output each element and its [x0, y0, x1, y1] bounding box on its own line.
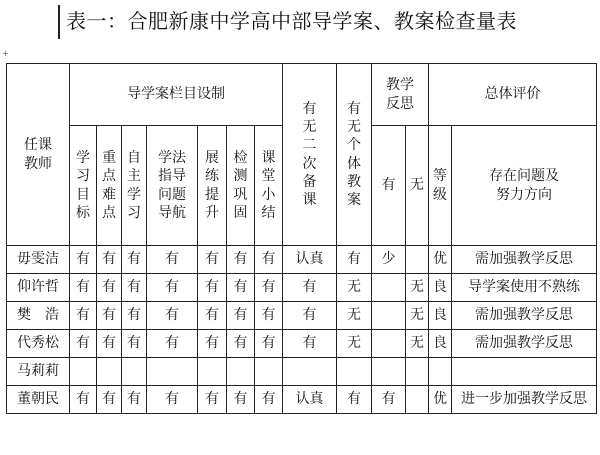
grade-cell	[429, 358, 452, 386]
column-cell: 有	[255, 274, 283, 302]
header-char: 主	[127, 168, 141, 185]
column-cell: 有	[97, 330, 122, 358]
teacher-name: 马莉莉	[7, 358, 70, 386]
header-char: 有	[302, 100, 317, 117]
grade-cell: 优	[429, 386, 452, 414]
column-cell: 有	[97, 274, 122, 302]
header-col-3	[122, 126, 147, 246]
column-cell	[227, 358, 255, 386]
column-cell: 有	[198, 274, 227, 302]
column-cell: 有	[122, 330, 147, 358]
column-cell: 有	[198, 386, 227, 414]
header-char: 学法	[158, 150, 186, 167]
comment-cell: 导学案使用不熟练	[452, 274, 597, 302]
header-char: 反思	[386, 95, 415, 112]
comment-cell	[452, 358, 597, 386]
table-row	[7, 302, 597, 330]
grade-cell: 良	[429, 302, 452, 330]
header-reflection-no: 无	[406, 126, 429, 246]
second-prep-cell: 认真	[283, 386, 337, 414]
header-char: 结	[261, 204, 276, 221]
header-char: 重	[102, 150, 116, 167]
column-cell: 有	[70, 302, 97, 330]
reflection-yes-cell	[372, 274, 406, 302]
reflection-no-cell	[406, 358, 429, 386]
header-char: 次	[302, 155, 317, 172]
second-prep-cell	[283, 358, 337, 386]
column-cell: 有	[97, 246, 122, 274]
header-char: 存在问题及	[489, 168, 560, 185]
column-cell: 有	[198, 302, 227, 330]
grade-cell: 良	[429, 274, 452, 302]
column-cell: 有	[255, 246, 283, 274]
column-cell: 有	[227, 274, 255, 302]
teacher-name: 樊 浩	[7, 302, 70, 330]
teacher-name: 董朝民	[7, 386, 70, 414]
second-prep-cell: 有	[283, 302, 337, 330]
header-char: 级	[433, 186, 448, 203]
header-col-4	[147, 126, 198, 246]
individual-plan-cell: 有	[337, 246, 372, 274]
header-char: 测	[233, 168, 248, 185]
column-cell: 有	[70, 246, 97, 274]
header-char: 备	[302, 173, 317, 190]
teacher-name: 仰许哲	[7, 274, 70, 302]
header-reflection	[372, 64, 429, 126]
grade-cell: 优	[429, 246, 452, 274]
header-col-7	[255, 126, 283, 246]
reflection-yes-cell	[372, 302, 406, 330]
header-char: 目	[76, 186, 90, 203]
title-cursor-bar	[58, 5, 60, 39]
column-cell: 有	[227, 246, 255, 274]
column-cell: 有	[97, 386, 122, 414]
header-char: 展	[205, 150, 219, 167]
header-char: 等	[433, 168, 448, 185]
comment-cell: 需加强教学反思	[452, 330, 597, 358]
header-char: 习	[76, 168, 90, 185]
header-char: 问题	[158, 186, 186, 203]
column-cell	[70, 358, 97, 386]
header-char: 提	[205, 186, 219, 203]
reflection-yes-cell: 少	[372, 246, 406, 274]
header-char: 点	[102, 204, 116, 221]
header-char: 指导	[158, 168, 186, 185]
header-char: 无	[347, 119, 362, 136]
individual-plan-cell: 有	[337, 386, 372, 414]
header-char: 导航	[158, 204, 186, 221]
header-char: 个	[347, 137, 362, 154]
header-issues	[452, 126, 597, 246]
header-char: 固	[233, 204, 248, 221]
column-cell: 有	[70, 330, 97, 358]
second-prep-cell: 有	[283, 274, 337, 302]
column-cell	[255, 358, 283, 386]
header-char: 学	[127, 186, 141, 203]
header-grade	[429, 126, 452, 246]
table-row	[7, 358, 597, 386]
individual-plan-cell	[337, 358, 372, 386]
column-cell: 有	[97, 302, 122, 330]
header-col-2	[97, 126, 122, 246]
second-prep-cell: 认真	[283, 246, 337, 274]
comment-cell: 需加强教学反思	[452, 302, 597, 330]
reflection-yes-cell: 有	[372, 386, 406, 414]
column-cell: 有	[122, 274, 147, 302]
inspection-table	[6, 63, 597, 414]
reflection-yes-cell	[372, 330, 406, 358]
table-row	[7, 330, 597, 358]
column-cell: 有	[227, 386, 255, 414]
column-cell: 有	[147, 330, 198, 358]
header-char: 升	[205, 204, 219, 221]
column-cell	[122, 358, 147, 386]
reflection-no-cell: 无	[406, 330, 429, 358]
column-cell	[97, 358, 122, 386]
second-prep-cell: 有	[283, 330, 337, 358]
column-cell: 有	[122, 246, 147, 274]
header-char: 标	[76, 204, 90, 221]
header-individual-plan	[337, 64, 372, 246]
individual-plan-cell: 无	[337, 302, 372, 330]
header-char: 自	[127, 150, 141, 167]
header-char: 案	[347, 191, 362, 208]
header-char: 体	[347, 155, 362, 172]
header-char: 课	[261, 150, 276, 167]
comment-cell: 进一步加强教学反思	[452, 386, 597, 414]
corner-mark: +	[2, 49, 9, 58]
header-second-prep	[283, 64, 337, 246]
column-cell: 有	[70, 386, 97, 414]
column-cell: 有	[70, 274, 97, 302]
column-cell: 有	[147, 246, 198, 274]
page-title: 表一：合肥新康中学高中部导学案、教案检查量表	[66, 9, 517, 33]
header-char: 教学	[386, 77, 415, 94]
header-char: 检	[233, 150, 248, 167]
header-char: 无	[302, 119, 317, 136]
teacher-name: 代秀松	[7, 330, 70, 358]
column-cell: 有	[227, 302, 255, 330]
header-char: 巩	[233, 186, 248, 203]
header-char: 学	[76, 150, 90, 167]
column-cell: 有	[147, 274, 198, 302]
table-row	[7, 386, 597, 414]
header-col-6	[227, 126, 255, 246]
header-reflection-yes: 有	[372, 126, 406, 246]
header-char: 任课	[24, 137, 52, 154]
header-char: 教师	[24, 155, 52, 172]
header-group: 导学案栏目设制	[70, 64, 283, 126]
header-char: 点	[102, 168, 116, 185]
header-char: 堂	[261, 168, 276, 185]
header-char: 练	[205, 168, 219, 185]
table-row	[7, 274, 597, 302]
column-cell	[198, 358, 227, 386]
header-char: 教	[347, 173, 362, 190]
column-cell	[147, 358, 198, 386]
grade-cell: 良	[429, 330, 452, 358]
header-overall: 总体评价	[429, 64, 597, 126]
header-char: 小	[261, 186, 276, 203]
reflection-no-cell: 无	[406, 302, 429, 330]
header-col-1	[70, 126, 97, 246]
header-char: 习	[127, 204, 141, 221]
column-cell: 有	[255, 302, 283, 330]
header-col-5	[198, 126, 227, 246]
column-cell: 有	[198, 330, 227, 358]
header-teacher	[7, 64, 70, 246]
column-cell: 有	[147, 386, 198, 414]
reflection-no-cell	[406, 246, 429, 274]
column-cell: 有	[122, 386, 147, 414]
header-char: 难	[102, 186, 116, 203]
individual-plan-cell: 无	[337, 330, 372, 358]
column-cell: 有	[122, 302, 147, 330]
comment-cell: 需加强教学反思	[452, 246, 597, 274]
individual-plan-cell: 无	[337, 274, 372, 302]
header-char: 二	[302, 137, 317, 154]
column-cell: 有	[227, 330, 255, 358]
header-char: 努力方向	[496, 186, 553, 203]
column-cell: 有	[255, 386, 283, 414]
reflection-no-cell: 无	[406, 274, 429, 302]
table-row	[7, 246, 597, 274]
column-cell: 有	[198, 246, 227, 274]
teacher-name: 毋雯洁	[7, 246, 70, 274]
header-char: 课	[302, 191, 317, 208]
column-cell: 有	[255, 330, 283, 358]
reflection-no-cell	[406, 386, 429, 414]
column-cell: 有	[147, 302, 198, 330]
reflection-yes-cell	[372, 358, 406, 386]
header-char: 有	[347, 100, 362, 117]
